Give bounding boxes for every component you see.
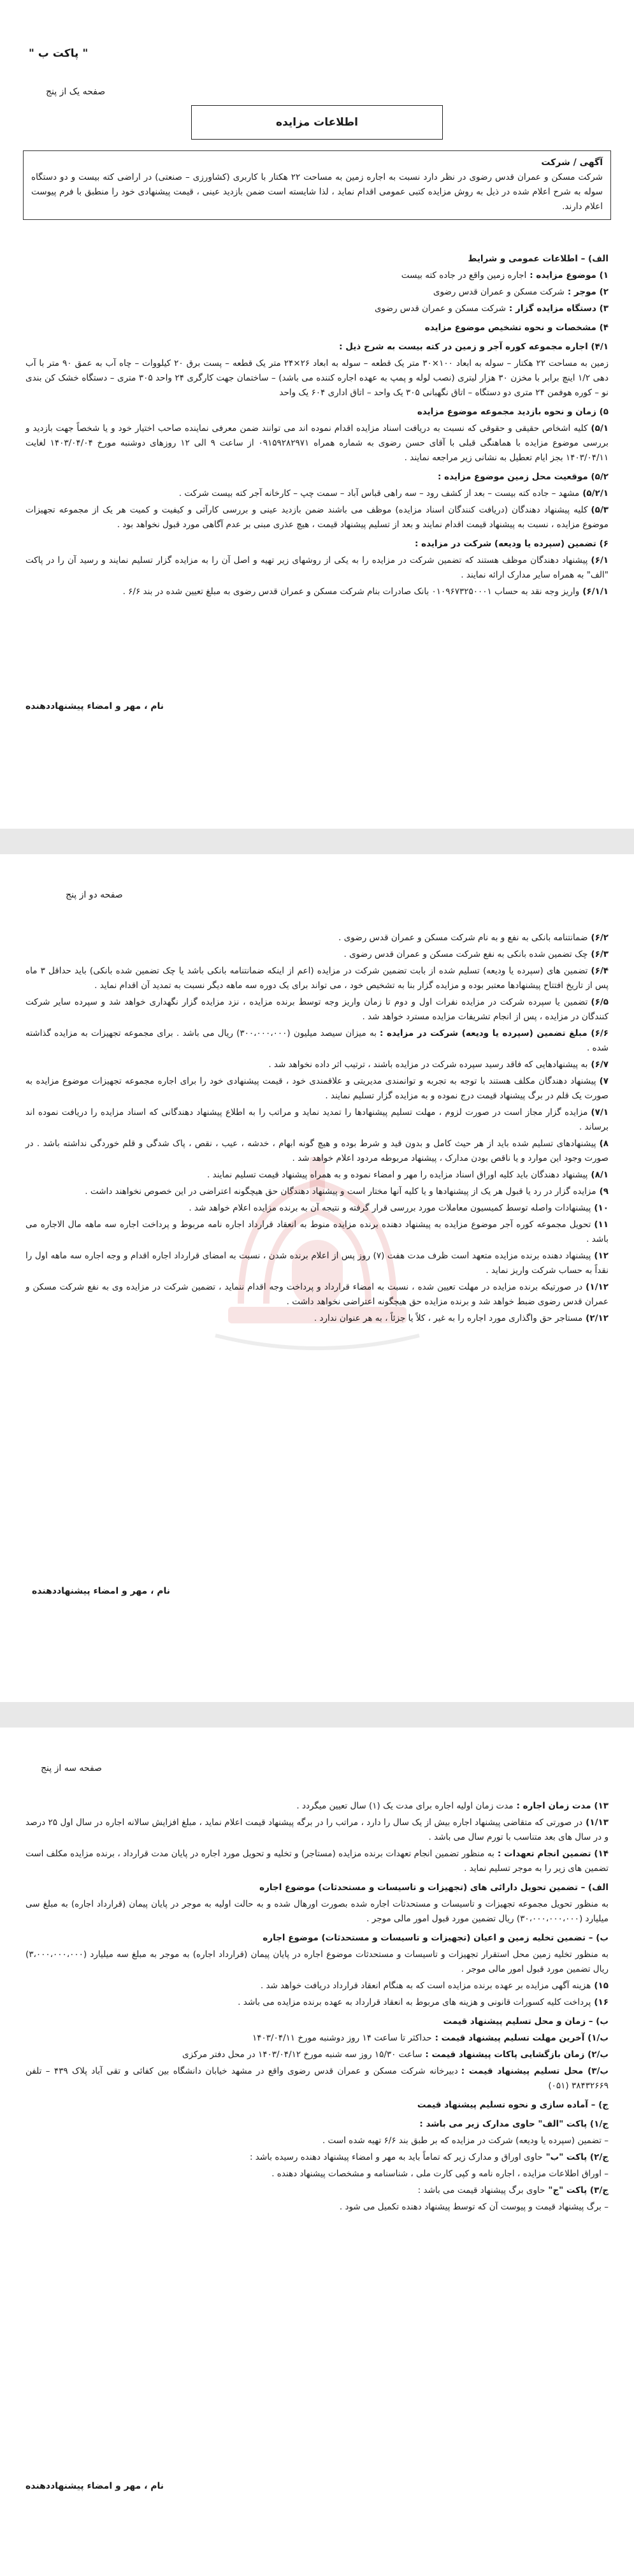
clause-item — [25, 1931, 609, 1946]
clause-label: ۵/۲) موقعیت محل زمین موضوع مزایده : — [438, 472, 609, 482]
clause-item — [25, 931, 609, 945]
clause-item — [25, 421, 609, 465]
clause-item — [25, 2014, 609, 2029]
clause-text: حاوی اوراق و مدارک زیر که تماماً باید به مهر و امضاء پیشنهاد دهنده رسیده باشد : — [249, 2152, 543, 2162]
clause-item — [25, 2183, 609, 2198]
clause-label: ۱۱) — [594, 1219, 609, 1230]
clause-text: مشهد – جاده کته بیست – بعد از کشف رود – سه راهی قباس آباد – سمت چپ – کارخانه آجر کته بیست شرکت . — [178, 488, 580, 498]
signature-line: نام ، مهر و امضاء پیشنهاددهنده — [25, 2481, 164, 2491]
clause-item — [25, 1184, 609, 1199]
page-1 — [0, 0, 634, 829]
clause-item — [25, 1881, 609, 1895]
clause-label: ۶/۳) — [591, 949, 609, 959]
clause-item — [25, 964, 609, 993]
clauses-page-1 — [25, 247, 609, 601]
clause-text: واریز وجه نقد به حساب ۰۱۰۹۶۷۳۲۵۰۰۰۱ بانک صادرات بنام شرکت مسکن و عمران قدس رضوی به مبلغ تعیین شده در بند ۶/۶ . — [122, 586, 580, 597]
clause-item — [25, 2064, 609, 2093]
clause-item — [25, 285, 609, 300]
clause-text: – برگ پیشنهاد قیمت و پیوست آن که توسط پیشنهاد دهنده تکمیل می شود . — [339, 2202, 609, 2212]
clause-label: ۵/۱) — [591, 423, 609, 433]
page-number: صفحه یک از پنج — [46, 87, 106, 97]
page-number: صفحه سه از پنج — [41, 1763, 102, 1773]
clause-text: به پیشنهادهایی که فاقد رسید سپرده شرکت در مزایده باشند ، ترتیب اثر داده نخواهد شد . — [268, 1059, 588, 1070]
clause-item — [25, 340, 609, 354]
clause-item — [25, 302, 609, 316]
clause-label: ج/۱) پاکت "الف" حاوی مدارک زیر می باشد : — [419, 2119, 609, 2129]
clause-text: کلیه اشخاص حقیقی و حقوقی که نسبت به دریافت اسناد مزایده اقدام نموده اند می توانند ضمن معرفی نماینده صاحب اختیار خود و یا شخصاً جهت بازدید و بررسی موضوع مزایده با هماهنگی قبلی با آقای حسن رضوی به شماره همراه ۰۹۱۵۹۲۸۲۹۷۱ از ساعت ۹ الی ۱۲ روزهای دوشنبه مورخ ۱۴۰۳/۰۴/۰۴ لغایت ۱۴۰۳/۰۴/۱۱ بجز ایام تعطیل به نشانی زیر مراجعه نمایند . — [25, 423, 609, 463]
clause-text: شرکت مسکن و عمران قدس رضوی — [433, 287, 565, 297]
clause-text: حداکثر تا ساعت ۱۴ روز دوشنبه مورخ ۱۴۰۳/۰۴/۱۱ — [252, 2033, 432, 2043]
clause-text: هزینه آگهی مزایده بر عهده برنده مزایده است که به هنگام انعقاد قرارداد دریافت خواهد شد . — [260, 1981, 591, 1991]
clause-item — [25, 537, 609, 551]
clause-text: به منظور تخلیه زمین محل استقرار تجهیزات و تاسیسات و مستحدثات موضوع اجاره در پایان پیمان (قرارداد اجاره) به موجر به مبلغ سه میلیارد (۳،۰۰۰،۰۰۰،۰۰۰) ریال تضمین مورد قبول امور مالی موجر . — [25, 1949, 609, 1974]
clause-item — [25, 947, 609, 962]
clause-label: ۵) زمان و نحوه بازدید مجموعه موضوع مزایده — [417, 407, 609, 417]
page-2 — [0, 854, 634, 1702]
clause-item — [25, 321, 609, 335]
clause-text: پیشنهادات واصله توسط کمیسیون معاملات مورد بررسی قرار گرفته و نتیجه آن به برنده مزایده اعلام خواهد شد . — [189, 1203, 591, 1213]
notice-title: آگهی / شرکت — [541, 157, 603, 168]
clause-item — [25, 2134, 609, 2148]
clause-label: ج) – آماده سازی و نحوه تسلیم پیشنهاد قیمت — [417, 2100, 609, 2110]
clause-label: ۶/۴) — [591, 966, 609, 976]
clause-item — [25, 470, 609, 484]
clause-item — [25, 1280, 609, 1309]
clause-text: پیشنهاد دهندگان موظف هستند که تضمین شرکت در مزایده را به یکی از روشهای زیر تهیه و اصل آن را به مزایده گزار تسلیم نمایند و رسید آن را در پاکت "الف" به همراه سایر مدارک ارائه نمایند . — [25, 555, 609, 580]
clause-item — [25, 503, 609, 532]
clause-item — [25, 1058, 609, 1072]
clause-label: ب) – تضمین تخلیه زمین و اعیان (تجهیزات و تاسیسات و مستحدثات) موضوع اجاره — [263, 1933, 609, 1943]
clause-text: ضمانتنامه بانکی به نفع و به نام شرکت مسکن و عمران قدس رضوی . — [338, 933, 588, 943]
signature-line: نام ، مهر و امضاء پیشنهاددهنده — [32, 1586, 171, 1596]
clause-label: ج/۳) پاکت "ج" — [548, 2185, 609, 2195]
clause-text: مزایده گزار در رد یا قبول هر یک از پیشنهادها و یا کلیه آنها مختار است و پیشنهاد دهندگان حق هیچگونه اعتراضی در این خصوص نخواهند داشت . — [85, 1186, 596, 1197]
clause-label: ۵/۳) — [591, 505, 609, 515]
clause-label: ۱۴) تضمین انجام تعهدات : — [497, 1849, 609, 1859]
clause-text: – اوراق اطلاعات مزایده ، اجاره نامه و کپی کارت ملی ، شناسنامه و مشخصات پیشنهاد دهنده . — [271, 2169, 609, 2179]
clauses-page-2 — [25, 931, 609, 1328]
clause-label: ۶/۶) مبلغ تضمین (سپرده یا ودیعه) شرکت در مزایده : — [379, 1028, 609, 1038]
clause-label: ۶/۱) — [591, 555, 609, 565]
clause-text: در صورتی که متقاضی پیشنهاد اجاره بیش از یک سال را دارد ، مراتب را در برگه پیشنهاد قیمت اعلام نماید ، مبلغ افزایش سالانه اجاره در سال اول ۲۵ درصد و در سال های بعد متناسب با تورم سال می باشد . — [25, 1817, 609, 1842]
clause-item — [25, 2150, 609, 2165]
clause-item — [25, 2098, 609, 2113]
page-separator — [0, 1702, 634, 1728]
clause-item — [25, 1816, 609, 1845]
clause-label: ب/۳) محل تسلیم پیشنهاد قیمت : — [461, 2066, 609, 2076]
clause-text: پیشنهاد دهندگان باید کلیه اوراق اسناد مزایده را مهر و امضاء نموده و به همراه پیشنهاد قیمت تسلیم نمایند . — [207, 1170, 588, 1180]
clause-text: پرداخت کلیه کسورات قانونی و هزینه های مربوط به انعقاد قرارداد به عهده برنده مزایده می باشد . — [238, 1997, 591, 2007]
clause-label: الف) – تضمین تحویل دارائی های (تجهیزات و تاسیسات و مستحدثات) موضوع اجاره — [259, 1882, 609, 1893]
clause-text: در صورتیکه برنده مزایده در مهلت تعیین شده ، نسبت به امضاء قرارداد و پرداخت وجه اقدام ننماید ، تضمین شرکت در مزایده وی به نفع شرکت مسکن و عمران قدس رضوی ضبط خواهد شد و برنده مزایده حق هیچگونه اعتراضی نخواهد داشت . — [25, 1282, 609, 1307]
clause-label: ب/۲) زمان بازگشایی پاکات پیشنهاد قیمت : — [425, 2049, 609, 2060]
clause-label: ۹) — [599, 1186, 609, 1197]
clause-label: ۸/۱) — [591, 1170, 609, 1180]
page-number: صفحه دو از پنج — [66, 890, 123, 900]
clause-label: ۱۰) — [594, 1203, 609, 1213]
clause-label: ۸) — [599, 1139, 609, 1149]
clause-item — [25, 553, 609, 583]
clause-item — [25, 2031, 609, 2046]
clause-item — [25, 1249, 609, 1278]
notice-text: شرکت مسکن و عمران قدس رضوی در نظر دارد نسبت به اجاره زمین به مساحت ۲۲ هکتار با کاربری (کشاورزی – صنعتی) در اراضی کته بیست و دو دستگاه سوله به شرح اعلام شده در ذیل به روش مزایده کتبی عمومی اقدام نماید ، لذا شایسته است ضمن بازدید عینی ، قیمت پیشنهادی خود را منطبق با فرم پیوست اعلام دارند. — [31, 172, 603, 212]
clause-item — [25, 2117, 609, 2132]
clause-item — [25, 1074, 609, 1103]
clause-text: زمین به مساحت ۲۲ هکتار – سوله به ابعاد ۱۰۰×۳۰ متر یک قطعه – سوله به ابعاد ۲۶×۲۴ متر یک قطعه – پست برق ۲۰ کیلووات – چاه آب به عمق ۹۰ متر با آب دهی ۱/۲ اینچ برابر با مخزن ۳۰ هزار لیتری (نصب لوله و پمپ به عهده اجاره کننده می باشد) – ساختمان جهت کارگری ۲۴ واحد ۳۰۵ متری – دستگاه خشک کن بندی نو – کوره هوفمن ۲۴ متری دو دستگاه – اتاق نگهبانی ۳۰۵ یک واحد – اتاق اداری ۶۰۴ یک واحد — [25, 358, 609, 398]
clause-label: ۱۳) مدت زمان اجاره : — [516, 1801, 609, 1811]
clause-label: ۷) — [599, 1076, 609, 1086]
clause-item — [25, 1947, 609, 1977]
clause-item — [25, 1847, 609, 1876]
clause-text: – تضمین (سپرده یا ودیعه) شرکت در مزایده که بر طبق بند ۶/۶ تهیه شده است . — [322, 2136, 609, 2146]
clause-text: مستاجر حق واگذاری مورد اجاره را به غیر ، کلاً یا جزئاً ، به هر عنوان ندارد . — [313, 1313, 583, 1323]
clause-label: ۶) تضمین (سپرده یا ودیعه) شرکت در مزایده : — [415, 539, 609, 549]
clause-item — [25, 486, 609, 501]
clause-label: ۲) موجر : — [567, 287, 609, 297]
clause-text: پیشنهاد دهندگان مکلف هستند با توجه به تجربه و توانمندی مدیریتی و علاقمندی خود ، قیمت پیشنهادی خود را برای اجاره مجموعه تجهیزات موضوع مزایده به صورت یک قلم در برگ پیشنهاد قیمت درج نموده و به مزایده گزار تسلیم نمایند . — [25, 1076, 609, 1101]
envelope-label: " پاکت ب " — [29, 47, 89, 60]
clause-label: ۱۵) — [594, 1981, 609, 1991]
clause-text: تضمین های (سپرده یا ودیعه) تسلیم شده از بابت تضمین شرکت در مزایده (اعم از اینکه ضمانتنامه بانکی باشد یا چک تضمین شده بانکی) باید حداقل ۳ ماه پس از تاریخ افتتاح پیشنهادها معتبر بوده و مزایده گزار بنا به تشخیص خود ، می تواند برای یک دوره سه ماهه دیگر نسبت به تمدید آن اقدام نماید . — [25, 966, 609, 991]
clause-item — [25, 995, 609, 1024]
clause-text: تضمین یا سپرده شرکت در مزایده نفرات اول و دوم تا زمان واریز وجه توسط برنده مزایده ، نزد مزایده گزار نگهداری خواهد شد و سپرده سایر شرکت کنندگان در مزایده ، پس از انجام تشریفات مزایده مسترد خواهد شد . — [25, 997, 609, 1022]
clause-item — [25, 1168, 609, 1182]
clause-text: به میزان سیصد میلیون (۳۰۰،۰۰۰،۰۰۰) ریال می باشد . برای مجموعه تجهیزات به مزایده گذاشته شده . — [25, 1028, 609, 1053]
clause-label: ۱۶) — [594, 1997, 609, 2007]
clause-item — [25, 1201, 609, 1216]
clause-label: ۷/۱) — [591, 1107, 609, 1117]
clause-label: ۶/۱/۱) — [582, 586, 609, 597]
clause-item — [25, 1137, 609, 1166]
clause-item — [25, 1311, 609, 1326]
clause-label: ج/۲) پاکت "ب" — [545, 2152, 609, 2162]
notice-box — [23, 150, 611, 220]
clause-label: ۳) دستگاه مزایده گزار : — [508, 303, 609, 314]
page-separator — [0, 829, 634, 854]
signature-line: نام ، مهر و امضاء پیشنهاددهنده — [25, 701, 164, 711]
clause-text: شرکت مسکن و عمران قدس رضوی — [374, 303, 506, 314]
clause-text: پیشنهادهای تسلیم شده باید از هر حیث کامل و بدون قید و شرط بوده و هیچ گونه ابهام ، خدشه ، عیب ، نقص ، پاک شدگی و قلم خوردگی نداشته باشد . در صورت وجود این موارد و یا ناقص بودن مدارک ، پیشنهاد مربوطه مردود اعلام خواهد شد . — [25, 1139, 609, 1163]
clause-item — [25, 1105, 609, 1135]
clause-text: به منظور تضمین انجام تعهدات برنده مزایده (مستاجر) و تخلیه و تحویل مورد اجاره در پایان مدت قرارداد ، برنده مزایده مکلف است تضمین های زیر را به موجر تسلیم نماید . — [25, 1849, 609, 1874]
clause-item — [25, 2167, 609, 2181]
clause-item — [25, 268, 609, 283]
clause-label: الف) – اطلاعات عمومی و شرایط — [468, 254, 609, 264]
clause-label: ۶/۲) — [591, 933, 609, 943]
clause-text: پیشنهاد دهنده برنده مزایده متعهد است ظرف مدت هفت (۷) روز پس از اعلام برنده شدن ، نسبت به امضای قرارداد اجاره اقدام و وجه اجاره سه ماهه اول را نقداً به حساب شرکت واریز نماید . — [25, 1251, 609, 1276]
clause-item — [25, 1218, 609, 1247]
clause-label: ۱) موضوع مزایده : — [530, 270, 609, 280]
clause-text: چک تضمین شده بانکی به نفع شرکت مسکن و عمران قدس رضوی . — [343, 949, 588, 959]
clause-text: حاوی برگ پیشنهاد قیمت می باشد : — [417, 2185, 545, 2195]
clause-item — [25, 2048, 609, 2062]
clause-label: ۱۲) — [594, 1251, 609, 1261]
clause-text: ساعت ۱۵/۳۰ روز سه شنبه مورخ ۱۴۰۳/۰۴/۱۲ در محل دفتر مرکزی — [182, 2049, 422, 2060]
clause-label: ۶/۵) — [591, 997, 609, 1007]
clause-text: دبیرخانه شرکت مسکن و عمران قدس رضوی واقع در مشهد خیابان دانشگاه بین کفائی و تقی آباد پلاک ۴۳۹ – تلفن ۳۸۴۳۲۶۶۹ (۰۵۱) — [25, 2066, 609, 2091]
clause-text: اجاره زمین واقع در جاده کته بیست — [401, 270, 527, 280]
clause-item — [25, 356, 609, 400]
clause-text: کلیه پیشنهاد دهندگان (دریافت کنندگان اسناد مزایده) موظف می باشند ضمن بازدید عینی و بررسی کارآئی و کیفیت و کمیت هر یک از مجموعه تجهیزات موضوع مزایده ، نسبت به پیشنهاد قیمت اقدام نمایند و بعد از تسلیم پیشنهاد قیمت ، هیچ عذری مبنی بر عدم آگاهی مورد قبول نخواهد بود . — [25, 505, 609, 530]
clause-text: تحویل مجموعه کوره آجر موضوع مزایده به پیشنهاد دهنده برنده مزایده منوط به انعقاد قرارداد اجاره نامه مربوط و پرداخت اجاره سه ماهه مال الاجاره می باشد . — [25, 1219, 609, 1244]
clause-label: ۲/۱۲) — [586, 1313, 609, 1323]
clause-label: ۴) مشخصات و نحوه تشخیص موضوع مزایده — [424, 323, 609, 333]
clause-label: ب/۱) آخرین مهلت تسلیم پیشنهاد قیمت : — [435, 2033, 609, 2043]
document-title-text: اطلاعات مزایده — [276, 116, 358, 129]
page-3 — [0, 1728, 634, 2576]
clause-text: به منظور تحویل مجموعه تجهیزات و تاسیسات و مستحدثات اجاره شده بصورت اورهال شده و به حالت اولیه به موجر در پایان پیمان (قرارداد اجاره) به مبلغ سی میلیارد (۳۰،۰۰۰،۰۰۰،۰۰۰) ریال تضمین مورد قبول امور مالی موجر . — [25, 1899, 609, 1924]
document-title — [191, 105, 443, 140]
clause-item — [25, 405, 609, 419]
clause-text: مدت زمان اولیه اجاره برای مدت یک (۱) سال تعیین میگردد . — [296, 1801, 514, 1811]
clause-label: ۱/۱۲) — [586, 1282, 609, 1292]
clause-label: ۵/۲/۱) — [582, 488, 609, 498]
clause-item — [25, 1979, 609, 1993]
clauses-page-3 — [25, 1799, 609, 2216]
clause-item — [25, 1799, 609, 1814]
clause-item — [25, 585, 609, 599]
clause-item — [25, 2200, 609, 2215]
clause-item — [25, 1026, 609, 1056]
clause-label: ب) – زمان و محل تسلیم پیشنهاد قیمت — [443, 2016, 609, 2027]
clause-item — [25, 1897, 609, 1926]
clause-item — [25, 252, 609, 266]
clause-label: ۴/۱) اجاره مجموعه کوره آجر و زمین در کته بیست به شرح ذیل : — [339, 342, 609, 352]
clause-item — [25, 1995, 609, 2010]
clause-label: ۶/۷) — [591, 1059, 609, 1070]
clause-text: مزایده گزار مجاز است در صورت لزوم ، مهلت تسلیم پیشنهادها را تمدید نماید و مراتب را به اطلاع پیشنهاد دهندگانی که اسناد مزایده را دریافت نموده اند برساند . — [25, 1107, 609, 1132]
clause-label: ۱/۱۳) — [586, 1817, 609, 1828]
